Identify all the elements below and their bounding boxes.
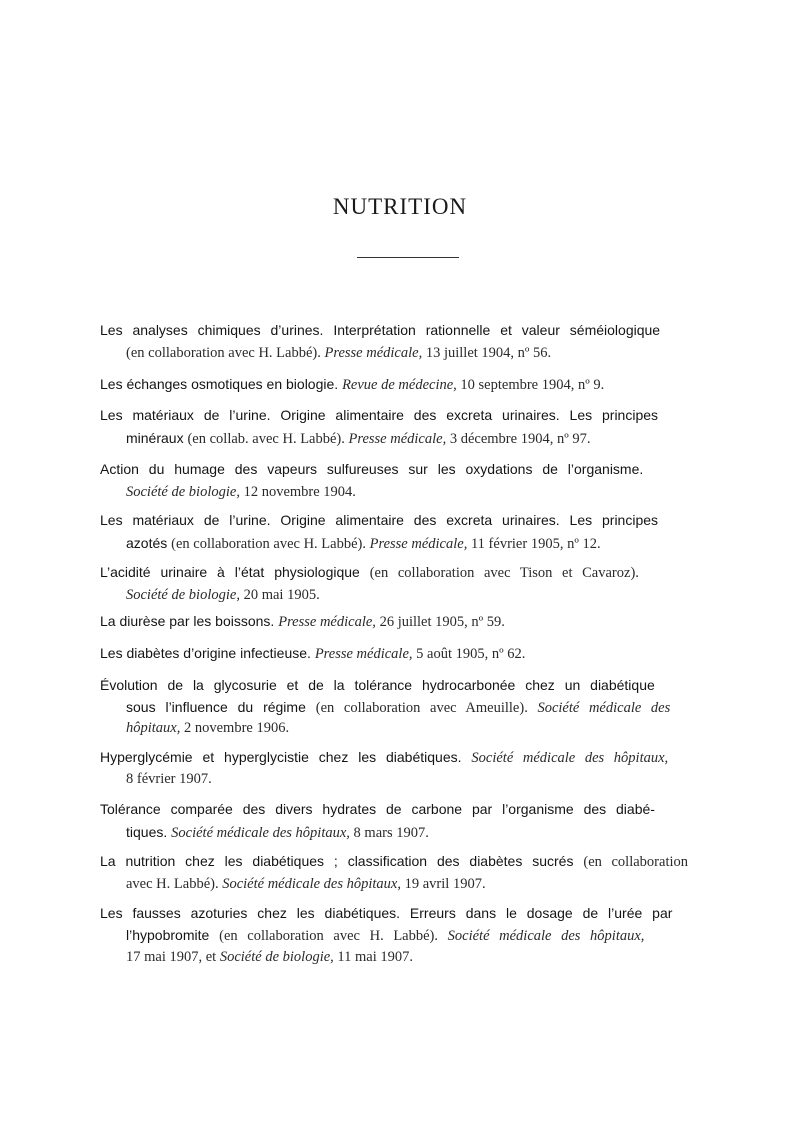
entry-citation-text: (en collaboration bbox=[583, 854, 688, 870]
entry-heading-text: La diurèse par les boissons. bbox=[100, 613, 279, 629]
entry-citation-text: 10 septembre 1904, nº 9. bbox=[456, 377, 605, 393]
entry-journal-text: Société médicale des hôpitaux, bbox=[171, 825, 350, 841]
entry-citation-text: (en collaboration avec H. Labbé). bbox=[126, 345, 325, 361]
entry-heading-text: sous l’influence du régime bbox=[126, 699, 316, 715]
entry-heading-text: Tolérance comparée des divers hydrates de carbone par l’organisme des diabé- bbox=[100, 801, 655, 817]
entry-continuation-line bbox=[126, 533, 601, 555]
entry-journal-text: Presse médicale, bbox=[278, 614, 376, 630]
entry-citation-text: 3 décembre 1904, nº 97. bbox=[446, 431, 591, 447]
entry-journal-text: Société de biologie, bbox=[126, 587, 240, 603]
entry-continuation-line bbox=[126, 874, 486, 896]
entry-heading-text: Action du humage des vapeurs sulfureuses sur les oxydations de l’organisme. bbox=[100, 461, 644, 477]
entry-first-line bbox=[100, 562, 639, 584]
entry-citation-text: (en collaboration avec H. Labbé). bbox=[171, 536, 370, 552]
entry-citation-text: 13 juillet 1904, nº 56. bbox=[422, 345, 552, 361]
entry-continuation-line bbox=[126, 718, 289, 740]
entry-first-line bbox=[100, 405, 658, 427]
entry-heading-text: azotés bbox=[126, 535, 172, 551]
entry-first-line bbox=[100, 374, 604, 396]
entry-journal-text: Presse médicale, bbox=[348, 431, 447, 447]
entry-journal-text: Société médicale des bbox=[537, 700, 671, 716]
entry-first-line bbox=[100, 747, 668, 769]
entry-heading-text: tiques. bbox=[126, 824, 172, 840]
entry-citation-text: avec H. Labbé). bbox=[126, 876, 223, 892]
entry-citation-text: 11 mai 1907. bbox=[333, 949, 414, 965]
title-rule bbox=[357, 257, 459, 258]
entry-citation-text: 19 avril 1907. bbox=[401, 876, 486, 892]
entry-heading-text: Les matériaux de l’urine. Origine alimentaire des excreta urinaires. Les principes bbox=[100, 512, 659, 528]
entry-citation-text: 8 mars 1907. bbox=[349, 825, 429, 841]
entry-first-line bbox=[100, 799, 655, 821]
entry-first-line bbox=[100, 320, 660, 342]
entry-journal-text: Société médicale des hôpitaux, bbox=[222, 876, 401, 892]
entry-heading-text: Les échanges osmotiques en biologie. bbox=[100, 376, 343, 392]
entry-heading-text: Hyperglycémie et hyperglycistie chez les diabétiques. bbox=[100, 749, 472, 765]
entry-journal-text: Société médicale des hôpitaux, bbox=[471, 750, 669, 766]
entry-citation-text: (en collab. avec H. Labbé). bbox=[187, 431, 349, 447]
entry-first-line bbox=[100, 851, 688, 873]
entry-continuation-line bbox=[126, 343, 551, 365]
entry-journal-text: Revue de médecine, bbox=[342, 377, 457, 393]
entry-heading-text: La nutrition chez les diabétiques ; classification des diabètes sucrés bbox=[100, 853, 584, 869]
entry-citation-text: 11 février 1905, nº 12. bbox=[467, 536, 601, 552]
entry-first-line bbox=[100, 643, 525, 665]
entry-citation-text: 12 novembre 1904. bbox=[239, 484, 356, 500]
entry-continuation-line bbox=[126, 482, 356, 504]
entry-citation-text: 8 février 1907. bbox=[126, 771, 212, 787]
entry-first-line bbox=[100, 611, 505, 633]
entry-heading-text: l’hypobromite bbox=[126, 927, 220, 943]
entry-heading-text: Évolution de la glycosurie et de la tolérance hydrocarbonée chez un diabétique bbox=[100, 677, 655, 693]
entry-continuation-line bbox=[126, 925, 644, 947]
entry-heading-text: Les matériaux de l’urine. Origine alimentaire des excreta urinaires. Les principes bbox=[100, 407, 659, 423]
entry-journal-text: Presse médicale, bbox=[324, 345, 423, 361]
entry-continuation-line bbox=[126, 428, 590, 450]
entry-heading-text: Les fausses azoturies chez les diabétiques. Erreurs dans le dosage de l’urée par bbox=[100, 905, 673, 921]
entry-citation-text: (en collaboration avec H. Labbé). bbox=[219, 928, 448, 944]
section-title: NUTRITION bbox=[332, 194, 468, 219]
entry-continuation-line bbox=[126, 769, 212, 791]
entry-citation-text: 26 juillet 1905, nº 59. bbox=[375, 614, 505, 630]
entry-citation-text: 17 mai 1907, et bbox=[126, 949, 220, 965]
entry-citation-text: 5 août 1905, nº 62. bbox=[412, 646, 526, 662]
entry-heading-text: Les diabètes d’origine infectieuse. bbox=[100, 645, 315, 661]
entry-journal-text: Presse médicale, bbox=[314, 646, 413, 662]
entry-first-line bbox=[100, 675, 655, 697]
entry-heading-text: minéraux bbox=[126, 430, 188, 446]
entry-citation-text: 2 novembre 1906. bbox=[180, 720, 290, 736]
entry-continuation-line bbox=[126, 585, 320, 607]
entry-first-line bbox=[100, 510, 658, 532]
entry-citation-text: 20 mai 1905. bbox=[239, 587, 320, 603]
entry-first-line bbox=[100, 459, 643, 481]
entry-heading-text: Les analyses chimiques d’urines. Interprétation rationnelle et valeur séméiologique bbox=[100, 322, 661, 338]
entry-heading-text: L’acidité urinaire à l’état physiologique bbox=[100, 564, 370, 580]
entry-journal-text: Société de biologie, bbox=[219, 949, 334, 965]
entry-continuation-line bbox=[126, 947, 413, 969]
entry-first-line bbox=[100, 903, 672, 925]
entry-continuation-line bbox=[126, 822, 429, 844]
entry-continuation-line bbox=[126, 697, 670, 719]
entry-citation-text: (en collaboration avec Tison et Cavaroz). bbox=[369, 565, 639, 581]
entry-journal-text: Société médicale des hôpitaux, bbox=[447, 928, 645, 944]
entry-journal-text: hôpitaux, bbox=[126, 720, 181, 736]
entry-citation-text: (en collaboration avec Ameuille). bbox=[315, 700, 538, 716]
entry-journal-text: Presse médicale, bbox=[369, 536, 468, 552]
entry-journal-text: Société de biologie, bbox=[126, 484, 240, 500]
